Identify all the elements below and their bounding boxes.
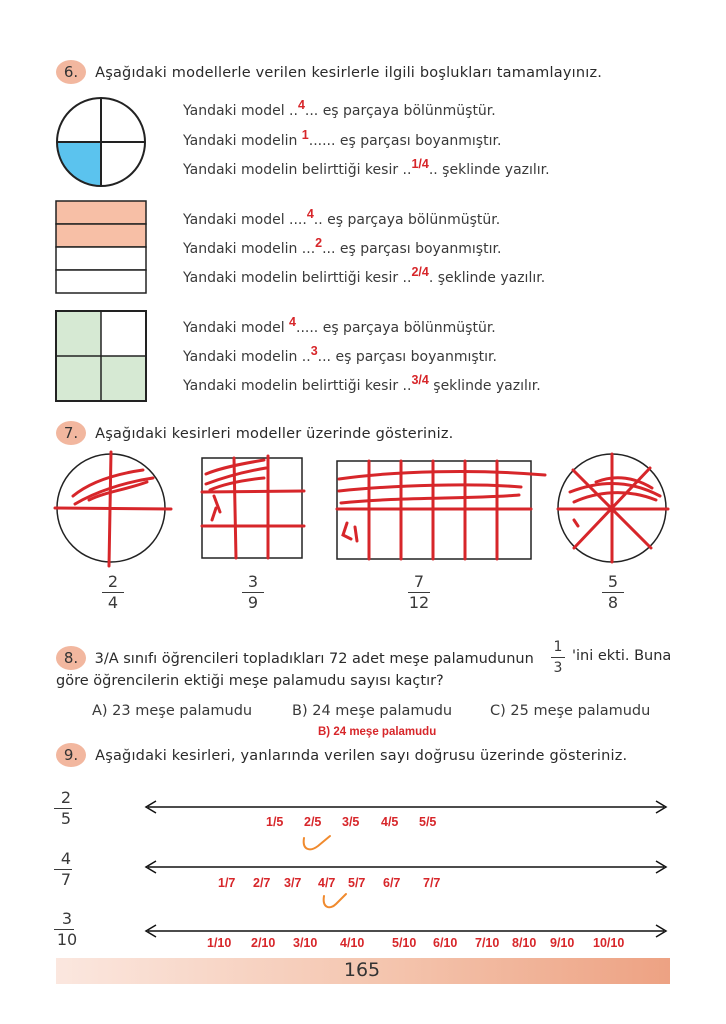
q6-m1-line1: Yandaki model ..4... eş parçaya bölünmüştür. xyxy=(183,98,496,119)
fraction-label: 4/10 xyxy=(340,936,365,950)
fraction-label: 5/7 xyxy=(348,876,366,890)
q6-m2-line3: Yandaki modelin belirttiği kesir ..2/4. şeklinde yazılır. xyxy=(183,265,546,286)
fraction-label: 3/5 xyxy=(342,815,360,829)
q7-fraction: 3 9 xyxy=(238,573,268,612)
q6-m3-line3: Yandaki modelin belirttiği kesir ..3/4 şeklinde yazılır. xyxy=(183,373,541,394)
fraction-label: 4/5 xyxy=(381,815,399,829)
fraction-label: 6/10 xyxy=(433,936,458,950)
fraction-label: 3/7 xyxy=(284,876,302,890)
q9-fraction: 3 10 xyxy=(54,910,80,949)
q7-number: 7. xyxy=(56,421,86,445)
q9-title: Aşağıdaki kesirleri, yanlarında verilen sayı doğrusu üzerinde gösteriniz. xyxy=(95,748,628,764)
answer: 4 xyxy=(306,207,314,221)
q8-option-a[interactable]: A) 23 meşe palamudu xyxy=(92,703,253,719)
fraction-label: 9/10 xyxy=(550,936,575,950)
fraction-label: 7/10 xyxy=(475,936,500,950)
q8-number: 8. xyxy=(56,646,86,670)
number-line xyxy=(144,860,668,874)
answer: 3 xyxy=(310,344,318,358)
q8-written-answer: B) 24 meşe palamudu xyxy=(318,726,437,738)
orange-check-mark xyxy=(320,890,350,912)
number-line xyxy=(144,800,668,814)
q9-header xyxy=(56,743,627,767)
fraction-label: 2/7 xyxy=(253,876,271,890)
q8-text-line1b: 'ini ekti. Buna xyxy=(572,648,672,664)
q6-header xyxy=(56,60,602,84)
q7-fraction: 2 4 xyxy=(98,573,128,612)
square-part xyxy=(101,311,146,356)
q7-fraction: 5 8 xyxy=(598,573,628,612)
q6-m3-line1: Yandaki model 4..... eş parçaya bölünmüştür. xyxy=(183,315,496,336)
q7-circle-eighths xyxy=(556,452,672,568)
q6-m2-line1: Yandaki model ....4.. eş parçaya bölünmüştür. xyxy=(183,207,501,228)
answer: 3/4 xyxy=(411,373,429,387)
q6-number: 6. xyxy=(56,60,86,84)
fraction-label: 4/7 xyxy=(318,876,336,890)
fraction-label: 7/7 xyxy=(423,876,441,890)
strip-part-shaded xyxy=(56,224,146,247)
square-part-shaded xyxy=(56,356,101,401)
q9-fraction: 2 5 xyxy=(54,789,78,828)
q6-circle-model xyxy=(55,96,147,188)
fraction-label: 10/10 xyxy=(593,936,625,950)
q8-text-line2: göre öğrencilerin ektiği meşe palamudu sayısı kaçtır? xyxy=(56,673,444,689)
fraction-label: 5/10 xyxy=(392,936,417,950)
q9-fraction: 4 7 xyxy=(54,850,78,889)
q7-title: Aşağıdaki kesirleri modeller üzerinde gösteriniz. xyxy=(95,426,454,442)
fraction-label: 2/10 xyxy=(251,936,276,950)
orange-check-mark xyxy=(300,832,334,854)
fraction-label: 8/10 xyxy=(512,936,537,950)
q6-title: Aşağıdaki modellerle verilen kesirlerle ilgili boşlukları tamamlayınız. xyxy=(95,65,603,81)
q7-rect-twelve xyxy=(335,459,547,563)
fraction-label: 2/5 xyxy=(304,815,322,829)
answer: 4 xyxy=(297,98,305,112)
answer: 1 xyxy=(301,128,309,142)
fraction-label: 1/10 xyxy=(207,936,232,950)
fraction-label: 5/5 xyxy=(419,815,437,829)
fraction-label: 1/7 xyxy=(218,876,236,890)
q7-header xyxy=(56,421,453,445)
q6-m1-line2: Yandaki modelin 1...... eş parçası boyanmıştır. xyxy=(183,128,502,149)
q8-text-line1: 8. 3/A sınıfı öğrencileri topladıkları 72 adet meşe palamudunun xyxy=(56,646,534,670)
fraction-label: 3/10 xyxy=(293,936,318,950)
answer: 1/4 xyxy=(411,157,429,171)
q8-option-b[interactable]: B) 24 meşe palamudu xyxy=(292,703,453,719)
q7-fraction: 7 12 xyxy=(408,572,430,612)
q8-option-c[interactable]: C) 25 meşe palamudu xyxy=(490,703,651,719)
square-part-shaded xyxy=(56,311,101,356)
fraction-label: 1/5 xyxy=(266,815,284,829)
q6-m3-line2: Yandaki modelin ..3... eş parçası boyanmıştır. xyxy=(183,344,497,365)
answer: 4 xyxy=(289,315,296,329)
page-number: 165 xyxy=(343,959,381,981)
q9-number: 9. xyxy=(56,743,86,767)
square-part-shaded xyxy=(101,356,146,401)
strip-part xyxy=(56,270,146,293)
q7-grid-nine xyxy=(200,456,306,560)
strip-part xyxy=(56,247,146,270)
q6-square-model xyxy=(55,310,147,402)
q6-m1-line3: Yandaki modelin belirttiği kesir ..1/4.. şeklinde yazılır. xyxy=(183,157,550,178)
q6-m2-line2: Yandaki modelin ...2... eş parçası boyanmıştır. xyxy=(183,236,502,257)
q8-fraction: 1 3 xyxy=(546,638,570,677)
answer: 2 xyxy=(315,236,323,250)
q6-strip-model xyxy=(55,200,147,294)
fraction-label: 6/7 xyxy=(383,876,401,890)
q7-circle-quarters xyxy=(55,452,171,568)
strip-part-shaded xyxy=(56,201,146,224)
answer: 2/4 xyxy=(411,265,429,279)
